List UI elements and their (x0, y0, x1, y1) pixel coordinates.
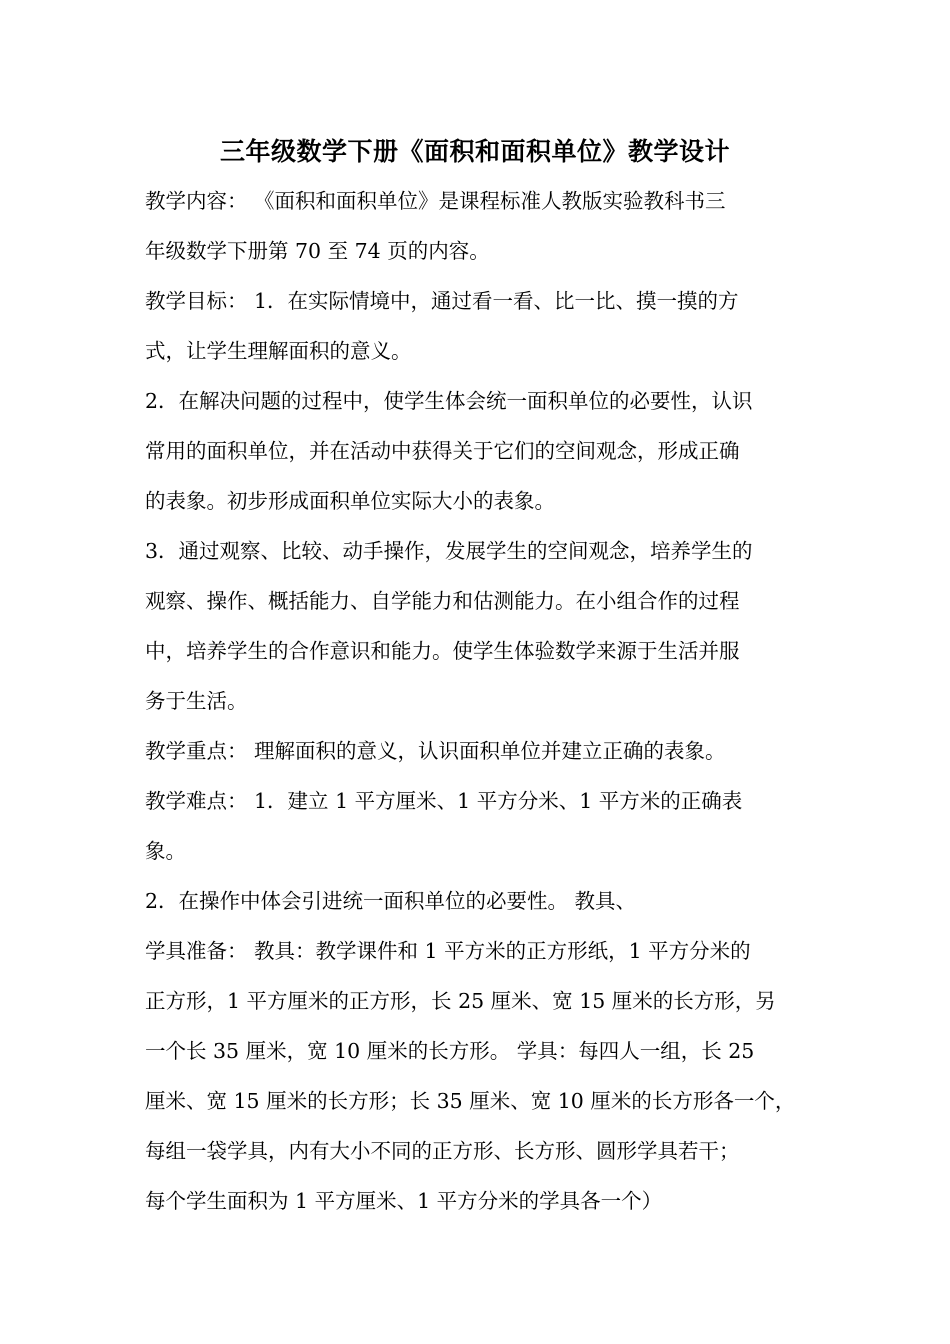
paragraph-line: 中，培养学生的合作意识和能力。使学生体验数学来源于生活并服 (145, 639, 740, 663)
paragraph-line: 正方形，1 平方厘米的正方形，长 25 厘米、宽 15 厘米的长方形，另 (145, 989, 776, 1013)
paragraph-line: 厘米、宽 15 厘米的长方形；长 35 厘米、宽 10 厘米的长方形各一个， (145, 1089, 796, 1113)
document-title: 三年级数学下册《面积和面积单位》教学设计 (219, 137, 730, 166)
paragraph-line: 学具准备： 教具：教学课件和 1 平方米的正方形纸，1 平方分米的 (145, 939, 751, 963)
paragraph-line: 每组一袋学具，内有大小不同的正方形、长方形、圆形学具若干； (145, 1139, 740, 1163)
paragraph-line: 常用的面积单位，并在活动中获得关于它们的空间观念，形成正确 (145, 439, 740, 463)
paragraph-line: 教学难点： 1．建立 1 平方厘米、1 平方分米、1 平方米的正确表 (145, 789, 743, 813)
paragraph-line: 教学内容： 《面积和面积单位》是课程标准人教版实验教科书三 (145, 189, 726, 213)
paragraph-line: 务于生活。 (145, 689, 248, 713)
paragraph-line: 的表象。初步形成面积单位实际大小的表象。 (145, 489, 555, 513)
paragraph-line: 3．通过观察、比较、动手操作，发展学生的空间观念，培养学生的 (145, 539, 753, 563)
paragraph-line: 象。 (145, 839, 186, 863)
paragraph-line: 观察、操作、概括能力、自学能力和估测能力。在小组合作的过程 (145, 589, 740, 613)
paragraph-line: 一个长 35 厘米，宽 10 厘米的长方形。 学具：每四人一组，长 25 (145, 1039, 755, 1063)
paragraph-line: 教学重点： 理解面积的意义，认识面积单位并建立正确的表象。 (145, 739, 726, 763)
paragraph-line: 2．在解决问题的过程中，使学生体会统一面积单位的必要性，认识 (145, 389, 753, 413)
paragraph-line: 年级数学下册第 70 至 74 页的内容。 (145, 239, 490, 263)
paragraph-line: 2．在操作中体会引进统一面积单位的必要性。 教具、 (145, 889, 637, 913)
paragraph-line: 每个学生面积为 1 平方厘米、1 平方分米的学具各一个） (145, 1189, 663, 1213)
paragraph-line: 教学目标： 1．在实际情境中，通过看一看、比一比、摸一摸的方 (145, 289, 739, 313)
paragraph-line: 式，让学生理解面积的意义。 (145, 339, 412, 363)
